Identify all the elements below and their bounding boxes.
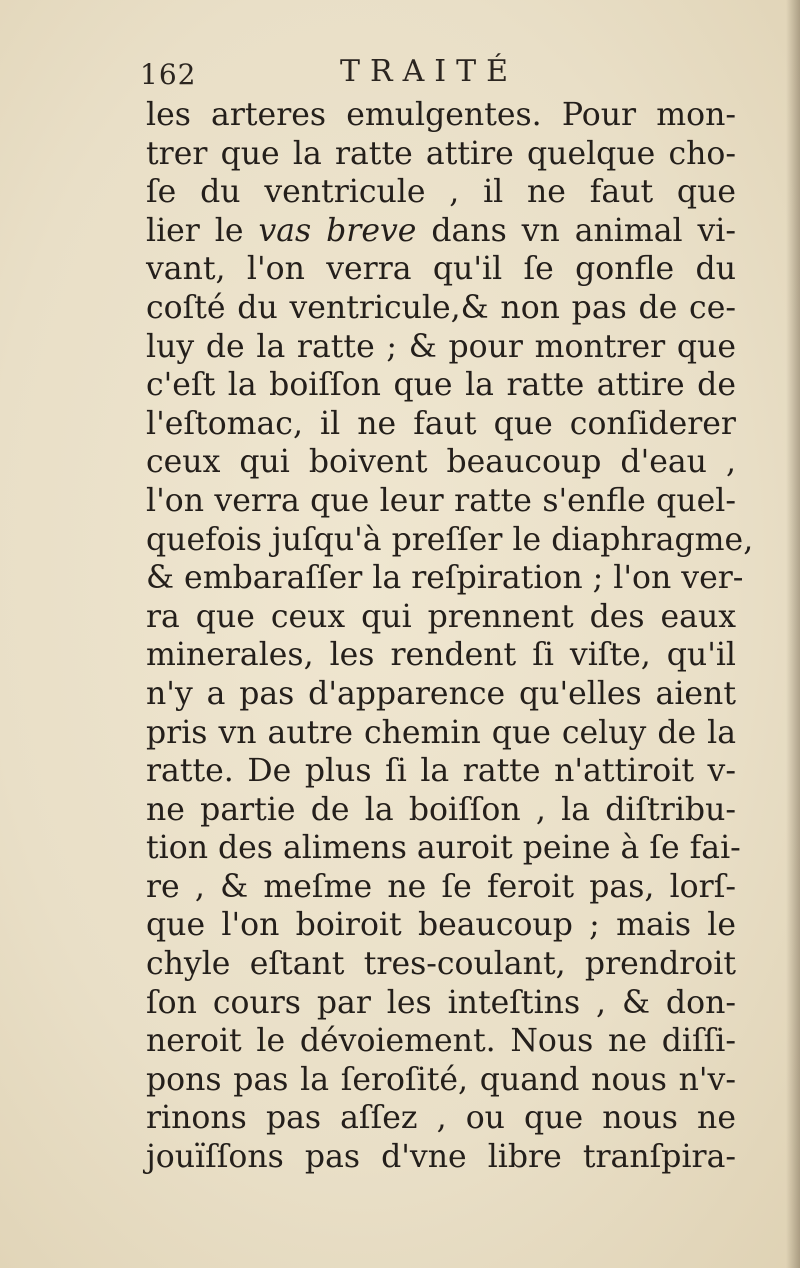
text-line: jouïſſons pas d'vne libre tranſpira-: [146, 1139, 736, 1176]
text-line: luy de la ratte ; & pour montrer que: [146, 328, 736, 365]
text-line: neroit le dévoiement. Nous ne diſſi-: [146, 1023, 736, 1060]
text-line: ra que ceux qui prennent des eaux: [146, 598, 736, 635]
text-line: coſté du ventricule,& non pas de ce-: [146, 289, 736, 326]
text-line: minerales, les rendent ſi viſte, qu'il: [146, 637, 736, 674]
text-line: les arteres emulgentes. Pour mon-: [146, 97, 736, 133]
text-line: ſe du ventricule , il ne faut que: [146, 174, 736, 211]
text-line: tion des alimens auroit peine à ſe fai-: [146, 830, 741, 867]
text-line: rinons pas aſſez , ou que nous ne: [146, 1100, 736, 1137]
running-head-title: TRAITÉ: [340, 54, 519, 89]
text-line: ſon cours par les inteſtins , & don-: [146, 984, 736, 1021]
text-line: quefois juſqu'à preſſer le diaphragme,: [146, 521, 754, 558]
text-line: ne partie de la boiſſon , la diſtribu-: [146, 791, 736, 828]
text-line: l'on verra que leur ratte s'enfle quel-: [146, 482, 736, 519]
page-number: 162: [140, 58, 197, 91]
text-line: vant, l'on verra qu'il ſe gonfle du: [146, 251, 736, 288]
text-line: ceux qui boivent beaucoup d'eau ,: [146, 444, 736, 481]
text-line: pris vn autre chemin que celuy de la: [146, 714, 736, 751]
running-head: [140, 50, 740, 96]
text-line: n'y a pas d'apparence qu'elles aient: [146, 675, 736, 712]
text-line: que l'on boiroit beaucoup ; mais le: [146, 907, 736, 944]
body-text: [146, 96, 754, 1177]
page-edge-shadow: [786, 0, 800, 1268]
text-line: ratte. De plus ſi la ratte n'attiroit v-: [146, 753, 736, 790]
text-line: l'eſtomac, il ne faut que conſiderer: [146, 405, 736, 442]
text-line: re , & meſme ne ſe feroit pas, lorſ-: [146, 868, 736, 905]
text-line: trer que la ratte attire quelque cho-: [146, 135, 736, 172]
text-line: lier le vas breve dans vn animal vi-: [146, 212, 737, 249]
text-line: & embaraſſer la reſpiration ; l'on ver-: [146, 560, 744, 597]
text-line: pons pas la ſeroſité, quand nous n'v-: [146, 1061, 736, 1098]
italic-term: vas breve: [258, 212, 417, 249]
text-line: c'eſt la boiſſon que la ratte attire de: [146, 367, 736, 404]
text-line: chyle eſtant tres-coulant, prendroit: [146, 946, 736, 983]
